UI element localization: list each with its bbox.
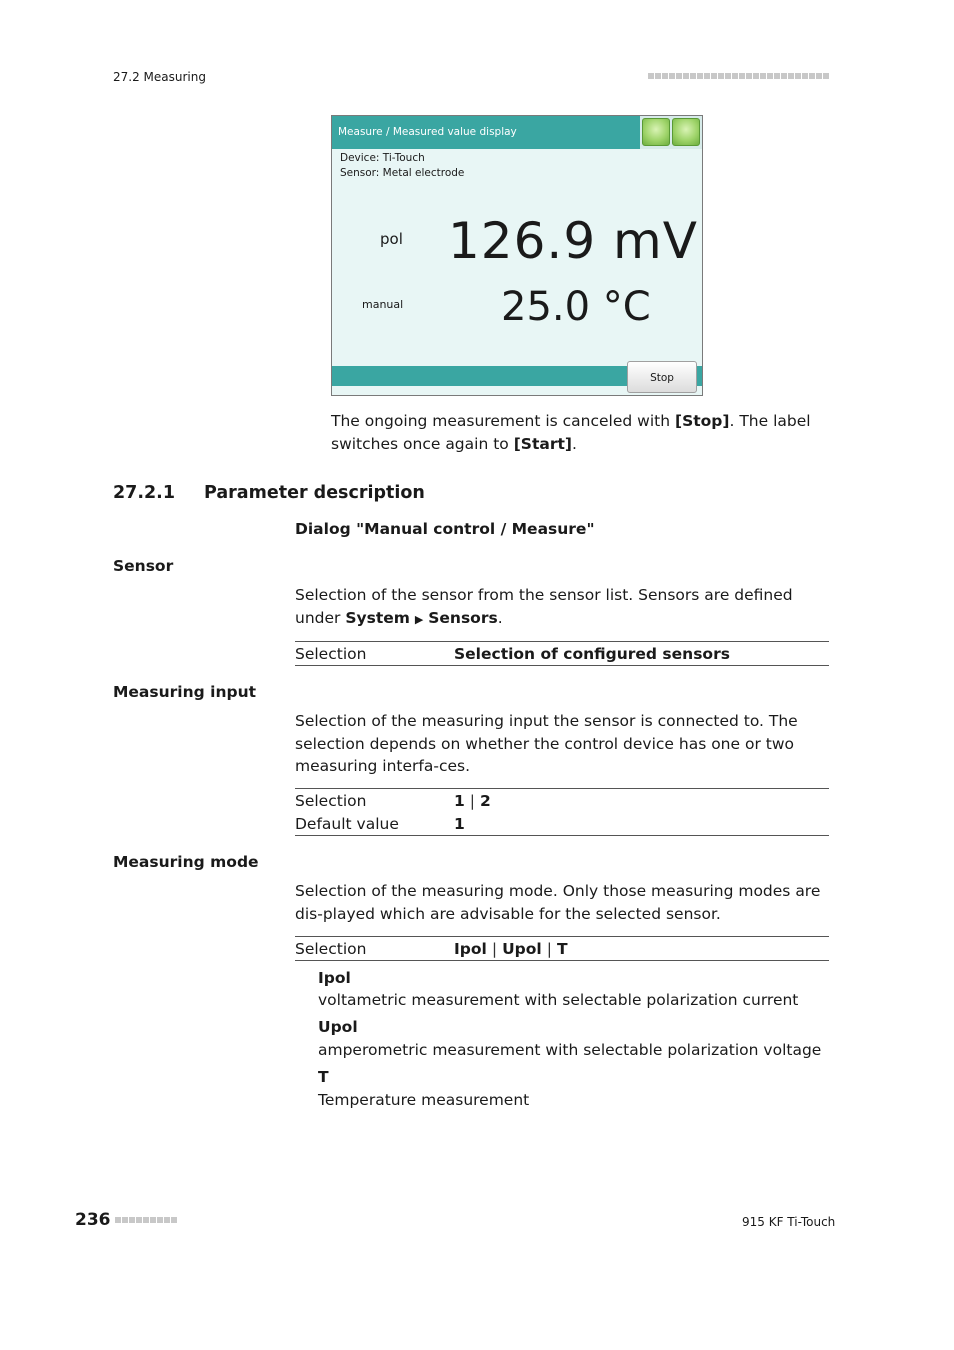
menu-arrow-icon: ▶ xyxy=(414,612,424,626)
table-value: 1 | 2 xyxy=(454,791,491,810)
option-ipol-desc: voltametric measurement with selectable polarization current xyxy=(318,991,799,1009)
page-number: 236 xyxy=(75,1210,111,1230)
table-key: Default value xyxy=(295,814,399,833)
option-upol-desc: amperometric measurement with selectable polarization voltage xyxy=(318,1041,822,1059)
option-upol-title: Upol xyxy=(318,1018,358,1036)
footer-decoration xyxy=(115,1217,177,1223)
screen-title: Measure / Measured value display xyxy=(332,116,640,149)
table-key: Selection xyxy=(295,939,367,958)
stop-button[interactable]: Stop xyxy=(627,361,697,393)
section-number: 27.2.1 xyxy=(113,483,176,503)
param-mode-desc: Selection of the measuring mode. Only those measuring modes are dis-played which are advisable for the selected sensor. xyxy=(295,882,821,923)
primary-value: 126.9 mV xyxy=(448,212,698,270)
option-t-desc: Temperature measurement xyxy=(318,1091,530,1109)
param-input-title: Measuring input xyxy=(113,683,257,701)
primary-label: pol xyxy=(380,230,403,248)
mode-selection-table xyxy=(295,936,829,961)
back-button-icon[interactable] xyxy=(672,118,700,146)
section-title: Parameter description xyxy=(204,483,425,503)
device-line: Device: Ti-Touch xyxy=(340,152,425,164)
param-mode-title: Measuring mode xyxy=(113,853,259,871)
start-key: [Start] xyxy=(513,434,572,453)
device-info xyxy=(340,151,464,181)
sensor-selection-table xyxy=(295,641,829,666)
table-value: Ipol | Upol | T xyxy=(454,939,568,958)
footer-product: 915 KF Ti-Touch xyxy=(742,1215,836,1229)
table-key: Selection xyxy=(295,644,367,663)
sensor-line: Sensor: Metal electrode xyxy=(340,167,465,179)
table-value: Selection of configured sensors xyxy=(454,644,730,663)
intro-paragraph: The ongoing measurement is canceled with [Stop]. The label switches once again to [Start]. xyxy=(331,412,811,453)
secondary-value: 25.0 °C xyxy=(501,284,651,330)
table-value: 1 xyxy=(454,814,465,833)
running-header-section: 27.2 Measuring xyxy=(113,70,206,84)
home-button-icon[interactable] xyxy=(642,118,670,146)
dialog-title: Dialog "Manual control / Measure" xyxy=(295,520,595,538)
secondary-label: manual xyxy=(362,298,404,311)
device-screenshot xyxy=(331,115,703,396)
titlebar-button-area xyxy=(640,116,702,149)
param-input-desc: Selection of the measuring input the sensor is connected to. The selection depends on whether the control device has one or two measuring interfa-ces. xyxy=(295,712,798,775)
stop-key: [Stop] xyxy=(674,412,730,430)
param-sensor-desc: Selection of the sensor from the sensor list. Sensors are defined under System ▶ Sensors. xyxy=(295,586,793,627)
table-key: Selection xyxy=(295,791,367,810)
header-decoration xyxy=(648,73,829,79)
input-selection-table xyxy=(295,788,829,836)
option-ipol-title: Ipol xyxy=(318,969,351,987)
option-t-title: T xyxy=(318,1068,329,1086)
param-sensor-title: Sensor xyxy=(113,557,174,575)
